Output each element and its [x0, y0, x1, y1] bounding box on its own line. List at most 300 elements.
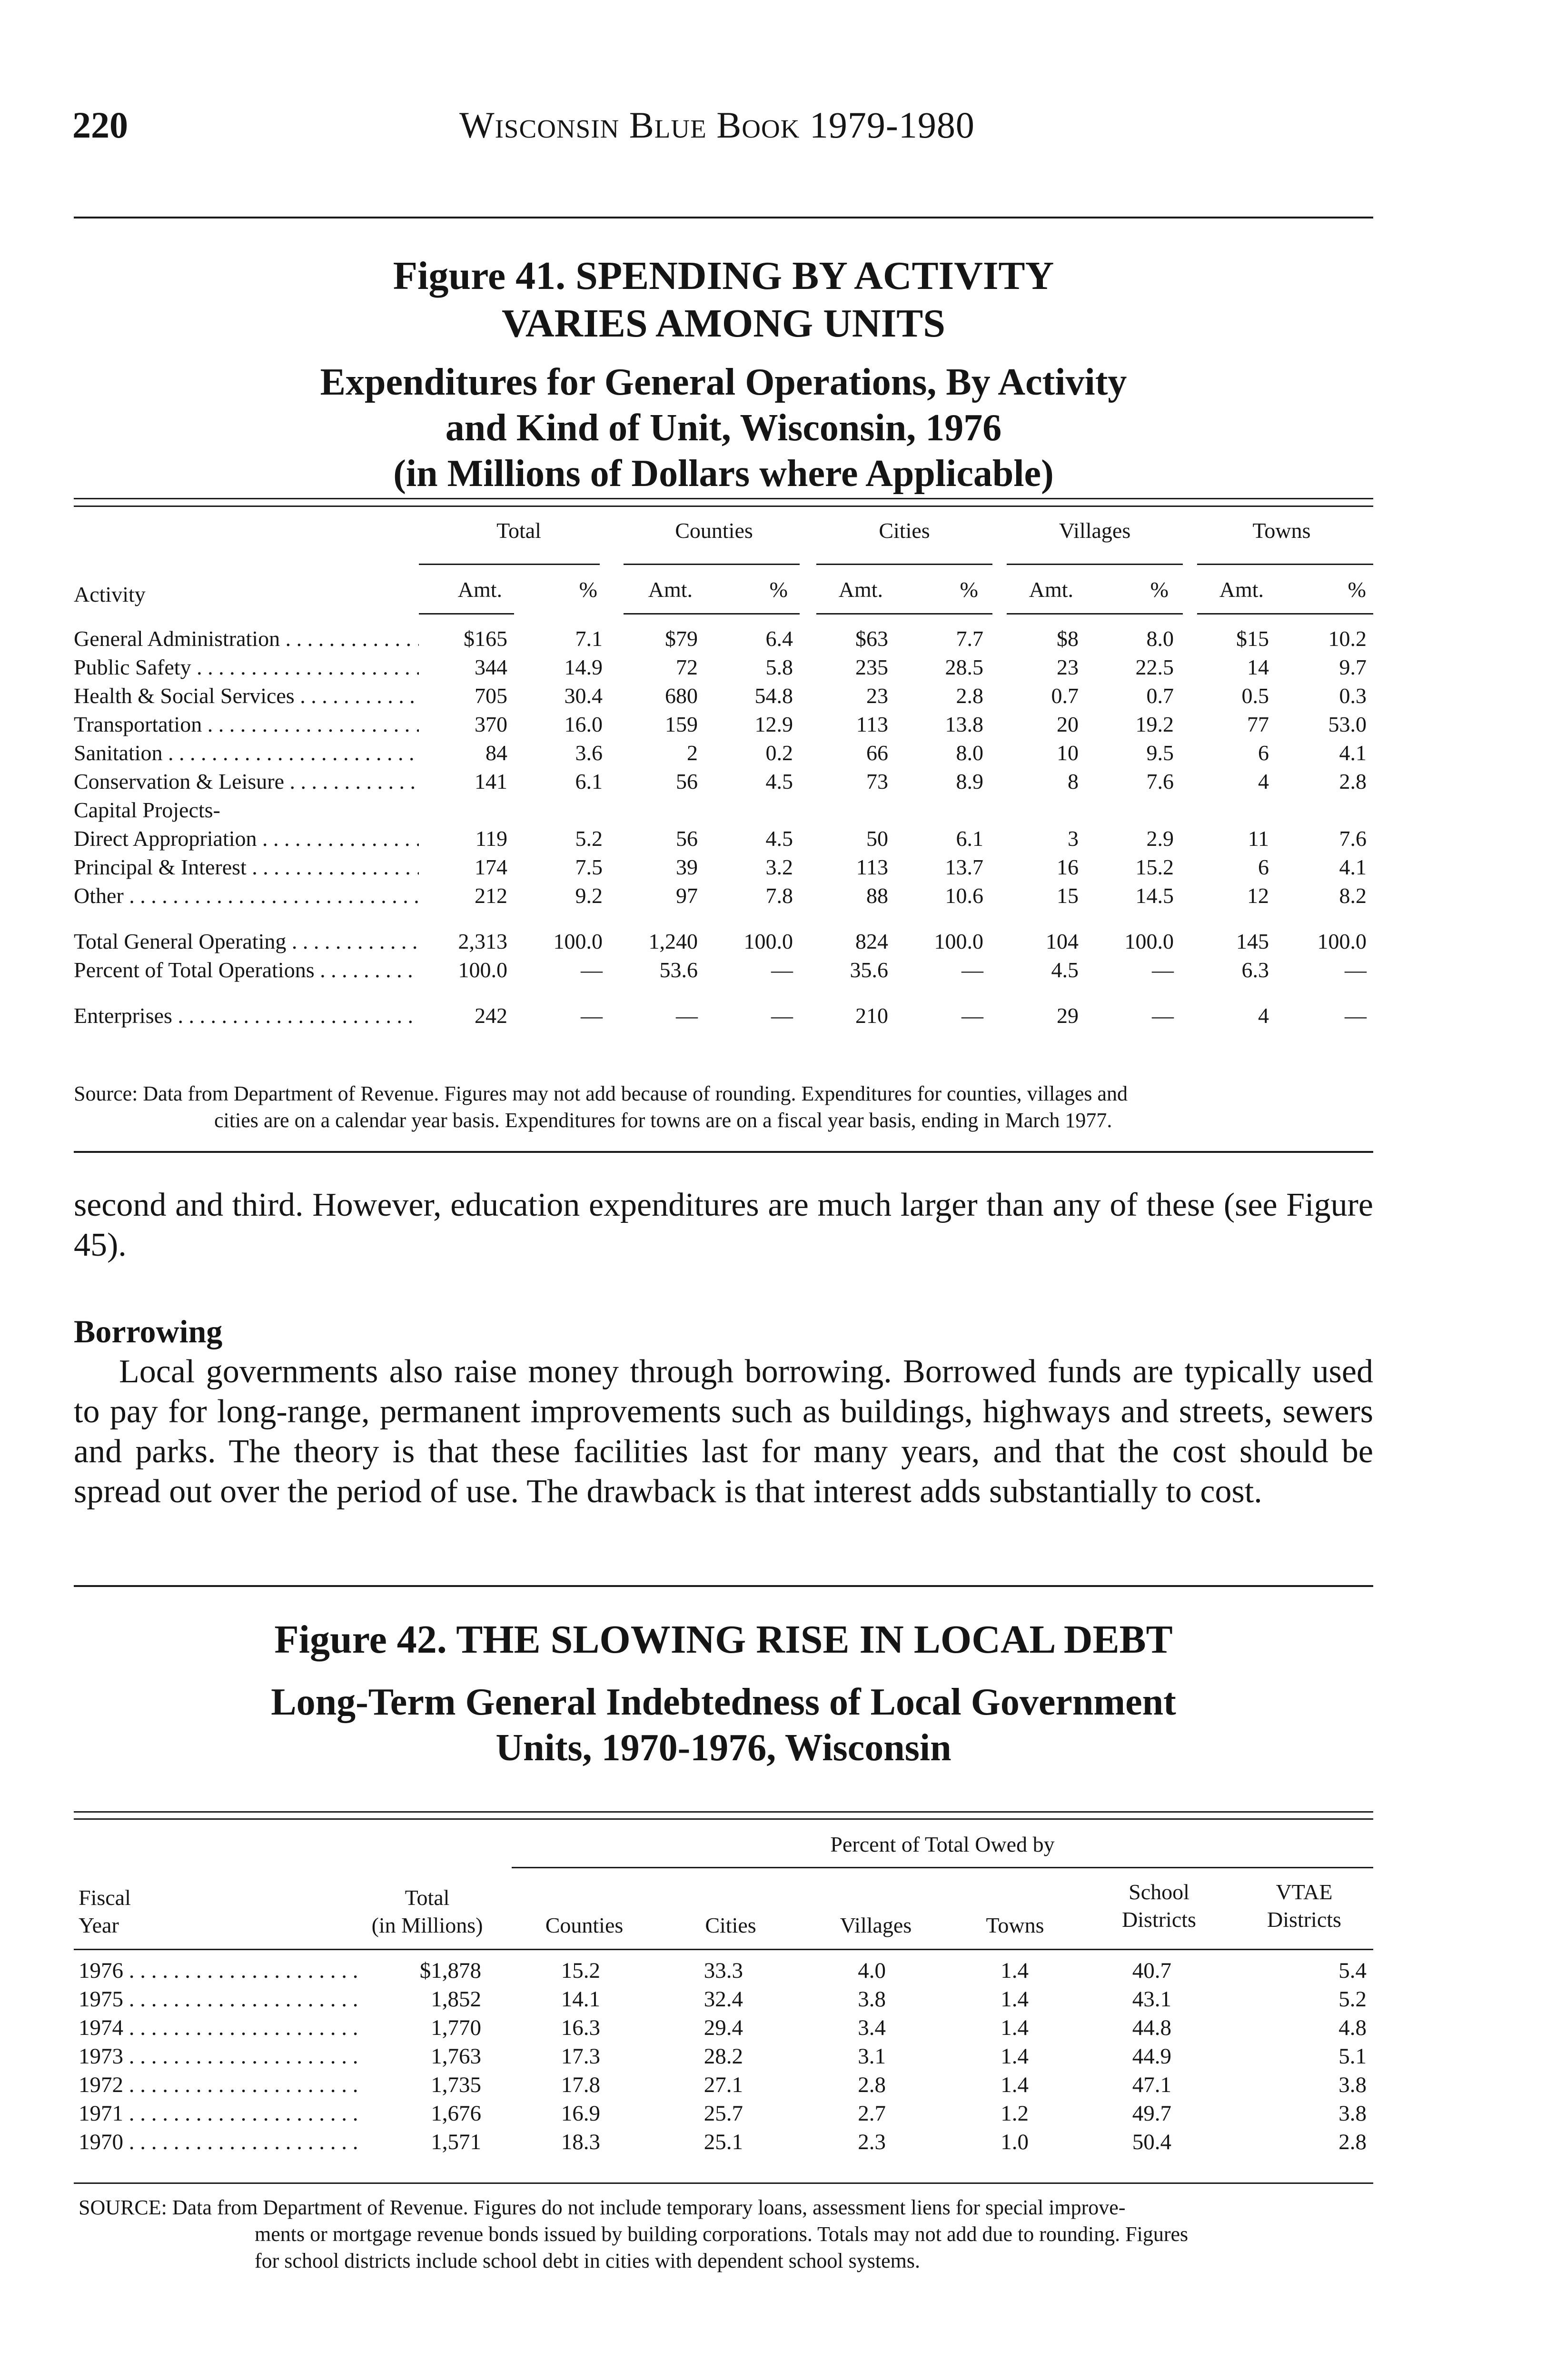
- pct-header-villages: %: [1150, 577, 1169, 602]
- row-label: 1975 . . .: [79, 1987, 359, 2012]
- table-cell: 77: [1247, 712, 1269, 736]
- table-cell: 35.6: [850, 958, 888, 982]
- table-cell: 2: [687, 741, 698, 765]
- table-cell: 705: [475, 684, 507, 708]
- table-cell: 104: [1046, 929, 1079, 953]
- table-cell: 9.2: [575, 883, 603, 908]
- table-cell: 12.9: [754, 712, 793, 736]
- table-cell: 12: [1247, 883, 1269, 908]
- activity-row: [74, 853, 1373, 882]
- table-cell: 7.8: [765, 883, 793, 908]
- figure41-source: [74, 1081, 1373, 1134]
- figure42-table-rule-1: [74, 1811, 1373, 1813]
- col-vtae-line1: VTAE: [1276, 1880, 1333, 1904]
- table-cell: 72: [676, 655, 698, 679]
- table-cell: 44.9: [1132, 2044, 1171, 2069]
- table-cell: 9.7: [1339, 655, 1367, 679]
- table-cell: 40.7: [1132, 1958, 1171, 1983]
- table-cell: 1.4: [1001, 2015, 1029, 2040]
- table-cell: 73: [866, 769, 888, 793]
- table-cell: 100.0: [1317, 929, 1367, 953]
- table-cell: 23: [866, 684, 888, 708]
- table-cell: 18.3: [561, 2130, 600, 2154]
- figure42-source-line3: for school districts include school debt in cities with dependent school systems.: [255, 2249, 920, 2272]
- table-cell: 4.8: [1338, 2015, 1367, 2040]
- table-cell: $165: [464, 626, 507, 651]
- row-label-cell: [79, 2042, 359, 2071]
- row-label-cell: [79, 2099, 359, 2128]
- figure41-table-body: [74, 625, 1373, 1030]
- sub-rule-2: [624, 613, 800, 615]
- table-cell: 66: [866, 741, 888, 765]
- row-label-cell: [74, 956, 419, 984]
- table-cell: 54.8: [754, 684, 793, 708]
- row-label: Health & Social Services . . .: [74, 684, 419, 708]
- table-cell: 53.0: [1328, 712, 1367, 736]
- borrowing-heading: Borrowing: [74, 1313, 223, 1349]
- row-label: Enterprises . . .: [74, 1003, 419, 1028]
- table-cell: 84: [486, 741, 507, 765]
- table-cell: 100.0: [743, 929, 793, 953]
- figure42-table-body: [79, 1956, 1373, 2156]
- table-cell: 113: [856, 855, 888, 879]
- table-cell: 28.5: [945, 655, 983, 679]
- table-cell: 13.8: [945, 712, 983, 736]
- row-label-cell: [79, 1985, 359, 2013]
- sub-rule-3: [816, 613, 992, 615]
- table-cell: 33.3: [704, 1958, 743, 1983]
- row-label-cell: [74, 1002, 419, 1030]
- table-cell: 25.7: [704, 2101, 743, 2126]
- col-fiscal-line1: Fiscal: [79, 1885, 131, 1910]
- group-rule-cities: [816, 564, 992, 565]
- figure41-subtitle: [74, 359, 1373, 496]
- table-cell: 6.4: [765, 626, 793, 651]
- table-cell: 9.5: [1146, 741, 1174, 765]
- table-cell: 43.1: [1132, 1987, 1171, 2012]
- figure41-table-rule-1: [74, 498, 1373, 499]
- table-cell: 3.4: [858, 2015, 886, 2040]
- year-row: [79, 2013, 1373, 2042]
- sub-rule-5: [1197, 613, 1373, 615]
- table-cell: 1,571: [431, 2130, 481, 2154]
- table-cell: —: [1152, 1003, 1174, 1028]
- table-cell: 8.0: [956, 741, 983, 765]
- table-cell: [1276, 796, 1373, 824]
- table-cell: $1,878: [419, 1958, 481, 1983]
- figure42-table-rule-2: [74, 1818, 1373, 1820]
- table-cell: 5.2: [575, 826, 603, 851]
- figure41-subtitle-line2: and Kind of Unit, Wisconsin, 1976: [445, 407, 1002, 449]
- col-total-line1: Total: [405, 1885, 450, 1910]
- row-label: Percent of Total Operations . . .: [74, 958, 419, 982]
- table-cell: 1,735: [431, 2073, 481, 2097]
- table-cell: 2,313: [458, 929, 507, 953]
- table-cell: —: [1345, 958, 1367, 982]
- activity-row: [74, 653, 1373, 682]
- table-cell: 680: [665, 684, 698, 708]
- figure42-subtitle-line2: Units, 1970-1976, Wisconsin: [496, 1727, 951, 1769]
- table-cell: 16.0: [564, 712, 603, 736]
- row-label-cell: [79, 2013, 359, 2042]
- figure42-source-line1: SOURCE: Data from Department of Revenue. Figures do not include temporary loans, assessment liens for special improve-: [79, 2196, 1126, 2219]
- row-label-cell: [74, 739, 419, 767]
- activity-row: [74, 767, 1373, 796]
- figure42-title: Figure 42. THE SLOWING RISE IN LOCAL DEBT: [274, 1617, 1173, 1662]
- row-label-cell: [74, 710, 419, 739]
- table-cell: 4.1: [1339, 855, 1367, 879]
- table-cell: [1180, 796, 1276, 824]
- col-vtae-line2: Districts: [1267, 1907, 1341, 1932]
- table-cell: 2.8: [1338, 2130, 1367, 2154]
- row-label: 1974 . . .: [79, 2015, 359, 2040]
- row-label: Sanitation . . .: [74, 741, 419, 765]
- table-cell: 5.1: [1338, 2044, 1367, 2069]
- activity-row: [74, 882, 1373, 910]
- table-cell: 141: [475, 769, 507, 793]
- table-cell: 1.4: [1001, 2073, 1029, 2097]
- table-cell: 1,852: [431, 1987, 481, 2012]
- table-cell: 235: [855, 655, 888, 679]
- row-label-cell: [74, 824, 419, 853]
- table-cell: 2.7: [858, 2101, 886, 2126]
- span-header-rule: [512, 1867, 1373, 1868]
- table-cell: —: [1345, 1003, 1367, 1028]
- table-cell: 344: [475, 655, 507, 679]
- table-cell: 1.2: [1001, 2101, 1029, 2126]
- spacer-row: [74, 984, 1373, 1002]
- table-cell: 1.0: [1001, 2130, 1029, 2154]
- table-cell: 1,240: [648, 929, 698, 953]
- col-villages: Villages: [840, 1913, 912, 1937]
- figure41-top-rule: [74, 217, 1373, 218]
- table-cell: [419, 796, 514, 824]
- row-label-cell: [74, 853, 419, 882]
- table-cell: 5.4: [1338, 1958, 1367, 1983]
- table-cell: 824: [855, 929, 888, 953]
- table-cell: 16.9: [561, 2101, 600, 2126]
- table-cell: 30.4: [564, 684, 603, 708]
- table-cell: 6.1: [575, 769, 603, 793]
- table-cell: 27.1: [704, 2073, 743, 2097]
- row-label-cell: [74, 767, 419, 796]
- pct-header-total: %: [579, 577, 597, 602]
- amt-header-counties: Amt.: [648, 577, 693, 602]
- activity-row: [74, 682, 1373, 710]
- table-cell: 212: [475, 883, 507, 908]
- page-number: 220: [72, 104, 128, 146]
- table-cell: 119: [475, 826, 507, 851]
- table-cell: 50.4: [1132, 2130, 1171, 2154]
- table-cell: 3.8: [858, 1987, 886, 2012]
- table-cell: 4: [1258, 1003, 1269, 1028]
- row-label: Total General Operating . . .: [74, 929, 419, 953]
- table-cell: [514, 796, 609, 824]
- table-cell: 4.5: [765, 826, 793, 851]
- total-row: [74, 956, 1373, 984]
- col-fiscal-line2: Year: [79, 1913, 119, 1937]
- table-cell: 370: [475, 712, 507, 736]
- table-cell: 11: [1248, 826, 1269, 851]
- amt-header-villages: Amt.: [1029, 577, 1073, 602]
- row-label-cell: [79, 1956, 359, 1985]
- table-cell: 6: [1258, 855, 1269, 879]
- row-label-cell: [74, 653, 419, 682]
- figure41-source-line1: Source: Data from Department of Revenue. Figures may not add because of rounding. Expenditures for counties, villages and: [74, 1082, 1128, 1105]
- table-cell: 145: [1236, 929, 1269, 953]
- row-label: Direct Appropriation . . .: [74, 826, 419, 851]
- table-cell: —: [771, 958, 793, 982]
- running-head-title: Wisconsin Blue Book 1979-1980: [459, 104, 975, 146]
- table-cell: 56: [676, 769, 698, 793]
- table-cell: —: [961, 958, 983, 982]
- table-cell: 0.2: [765, 741, 793, 765]
- group-header-counties: Counties: [675, 518, 753, 543]
- figure41-bottom-rule: [74, 1151, 1373, 1153]
- figure42-table: [79, 1956, 1373, 2156]
- figure42-top-rule: [74, 1585, 1373, 1587]
- table-cell: 2.3: [858, 2130, 886, 2154]
- table-cell: 56: [676, 826, 698, 851]
- table-cell: $63: [855, 626, 888, 651]
- figure42-subtitle-line1: Long-Term General Indebtedness of Local Government: [271, 1681, 1176, 1723]
- span-header: Percent of Total Owed by: [830, 1832, 1055, 1856]
- table-cell: 1.4: [1001, 2044, 1029, 2069]
- continuation-text: second and third. However, education expenditures are much larger than any of these (see Figure 45).: [74, 1187, 1373, 1263]
- figure42-source: [79, 2194, 1373, 2274]
- table-cell: —: [771, 1003, 793, 1028]
- table-cell: 3: [1068, 826, 1079, 851]
- table-cell: 22.5: [1135, 655, 1174, 679]
- group-rule-counties: [624, 564, 800, 565]
- table-cell: 7.6: [1339, 826, 1367, 851]
- table-cell: 10.2: [1328, 626, 1367, 651]
- sub-rule-4: [1007, 613, 1183, 615]
- table-cell: 17.8: [561, 2073, 600, 2097]
- table-cell: 23: [1057, 655, 1079, 679]
- pct-header-towns: %: [1348, 577, 1366, 602]
- table-cell: 4.5: [765, 769, 793, 793]
- year-row: [79, 1956, 1373, 1985]
- table-cell: 0.7: [1146, 684, 1174, 708]
- col-school-line1: School: [1129, 1880, 1189, 1904]
- table-cell: 50: [866, 826, 888, 851]
- table-cell: 1.4: [1001, 1958, 1029, 1983]
- table-cell: 8.2: [1339, 883, 1367, 908]
- table-cell: 1,770: [431, 2015, 481, 2040]
- table-cell: 28.2: [704, 2044, 743, 2069]
- col-cities: Cities: [705, 1913, 756, 1937]
- row-label: Public Safety . . .: [74, 655, 419, 679]
- table-cell: 2.8: [956, 684, 983, 708]
- table-cell: 7.6: [1146, 769, 1174, 793]
- table-cell: 159: [665, 712, 698, 736]
- table-cell: 3.2: [765, 855, 793, 879]
- table-cell: 4.1: [1339, 741, 1367, 765]
- table-cell: 7.1: [575, 626, 603, 651]
- row-label: 1972 . . .: [79, 2073, 359, 2097]
- row-label: Other . . .: [74, 883, 419, 908]
- table-cell: 19.2: [1135, 712, 1174, 736]
- table-cell: [609, 796, 704, 824]
- table-cell: 29.4: [704, 2015, 743, 2040]
- table-cell: 20: [1057, 712, 1079, 736]
- table-cell: 0.5: [1241, 684, 1269, 708]
- row-label-cell: [74, 882, 419, 910]
- sub-rule-1: [419, 613, 514, 615]
- table-cell: 14: [1247, 655, 1269, 679]
- table-cell: 4.5: [1051, 958, 1079, 982]
- table-cell: 47.1: [1132, 2073, 1171, 2097]
- activity-row: [74, 739, 1373, 767]
- table-cell: 3.1: [858, 2044, 886, 2069]
- table-cell: 16: [1057, 855, 1079, 879]
- table-cell: 1,676: [431, 2101, 481, 2126]
- col-towns: Towns: [986, 1913, 1044, 1937]
- table-cell: 3.8: [1338, 2073, 1367, 2097]
- row-label-cell: [79, 2128, 359, 2156]
- table-cell: —: [961, 1003, 983, 1028]
- table-cell: 97: [676, 883, 698, 908]
- pct-header-counties: %: [769, 577, 788, 602]
- table-cell: 15: [1057, 883, 1079, 908]
- row-label-cell: [74, 682, 419, 710]
- row-label-cell: [74, 796, 419, 824]
- table-cell: $8: [1057, 626, 1079, 651]
- table-cell: 8: [1068, 769, 1079, 793]
- row-label: 1970 . . .: [79, 2130, 359, 2154]
- table-cell: $79: [665, 626, 698, 651]
- group-rule-total: [419, 564, 600, 565]
- row-label: 1971 . . .: [79, 2101, 359, 2126]
- table-cell: 14.5: [1135, 883, 1174, 908]
- figure42-bottom-rule: [74, 2182, 1373, 2184]
- table-cell: 8.9: [956, 769, 983, 793]
- table-cell: $15: [1236, 626, 1269, 651]
- table-cell: 6: [1258, 741, 1269, 765]
- figure41-source-line2: cities are on a calendar year basis. Expenditures for towns are on a fiscal year basis, ending in March 1977.: [214, 1109, 1112, 1132]
- table-cell: 0.7: [1051, 684, 1079, 708]
- table-cell: [1085, 796, 1180, 824]
- figure41-title-line2: VARIES AMONG UNITS: [502, 301, 945, 346]
- table-cell: 242: [475, 1003, 507, 1028]
- table-cell: 32.4: [704, 1987, 743, 2012]
- table-cell: 25.1: [704, 2130, 743, 2154]
- table-cell: 14.9: [564, 655, 603, 679]
- table-cell: 15.2: [561, 1958, 600, 1983]
- activity-row: [74, 710, 1373, 739]
- table-cell: 39: [676, 855, 698, 879]
- table-cell: [704, 796, 800, 824]
- table-cell: 7.7: [956, 626, 983, 651]
- row-label: Principal & Interest . . .: [74, 855, 419, 879]
- borrowing-paragraph: Local governments also raise money through borrowing. Borrowed funds are typically used to pay for long-range, permanent improvements such as buildings, highways and streets, sewers and parks. The theory is that these facilities last for many years, and that the cost should be spread out over the period of use. The drawback is that interest adds substantially to cost.: [74, 1353, 1373, 1510]
- table-cell: 4: [1258, 769, 1269, 793]
- group-rule-villages: [1007, 564, 1183, 565]
- table-cell: 5.8: [765, 655, 793, 679]
- enterprise-row: [74, 1002, 1373, 1030]
- activity-row: [74, 796, 1373, 824]
- table-cell: 10: [1057, 741, 1079, 765]
- row-label: 1976 . . .: [79, 1958, 359, 1983]
- figure42-header-rule: [74, 1949, 1373, 1950]
- table-cell: 5.2: [1338, 1987, 1367, 2012]
- group-rule-towns: [1197, 564, 1373, 565]
- table-cell: —: [581, 1003, 603, 1028]
- amt-header-towns: Amt.: [1219, 577, 1264, 602]
- figure41-table: [74, 625, 1373, 1030]
- table-cell: 29: [1057, 1003, 1079, 1028]
- row-label: Capital Projects-: [74, 798, 220, 822]
- table-cell: 8.0: [1146, 626, 1174, 651]
- table-cell: 3.8: [1338, 2101, 1367, 2126]
- year-row: [79, 2042, 1373, 2071]
- spacer-row: [74, 910, 1373, 927]
- table-cell: 100.0: [1124, 929, 1174, 953]
- table-cell: [895, 796, 990, 824]
- spacer-cell: [74, 910, 1373, 927]
- table-cell: 6.3: [1241, 958, 1269, 982]
- row-label-cell: [79, 2071, 359, 2099]
- table-cell: 174: [475, 855, 507, 879]
- table-cell: 14.1: [561, 1987, 600, 2012]
- year-row: [79, 1985, 1373, 2013]
- table-cell: 10.6: [945, 883, 983, 908]
- table-cell: 15.2: [1135, 855, 1174, 879]
- total-row: [74, 927, 1373, 956]
- table-cell: 16.3: [561, 2015, 600, 2040]
- table-cell: 100.0: [458, 958, 507, 982]
- amt-header-total: Amt.: [457, 577, 502, 602]
- col-counties: Counties: [545, 1913, 624, 1937]
- table-cell: 44.8: [1132, 2015, 1171, 2040]
- figure42-subtitle: [74, 1679, 1373, 1771]
- year-row: [79, 2099, 1373, 2128]
- col-total-line2: (in Millions): [371, 1913, 483, 1937]
- table-cell: 6.1: [956, 826, 983, 851]
- table-cell: [800, 796, 895, 824]
- spacer-cell: [74, 984, 1373, 1002]
- table-cell: 0.3: [1339, 684, 1367, 708]
- table-cell: 2.9: [1146, 826, 1174, 851]
- table-cell: 210: [855, 1003, 888, 1028]
- row-label: 1973 . . .: [79, 2044, 359, 2069]
- table-cell: 88: [866, 883, 888, 908]
- row-label-cell: [74, 625, 419, 653]
- figure41-title: [74, 252, 1373, 347]
- figure41-subtitle-line3: (in Millions of Dollars where Applicable): [393, 453, 1054, 495]
- group-header-total: Total: [496, 518, 541, 543]
- row-label: Transportation . . .: [74, 712, 419, 736]
- figure42-source-line2: ments or mortgage revenue bonds issued by building corporations. Totals may not add due to rounding. Figures: [255, 2222, 1189, 2246]
- table-cell: —: [676, 1003, 698, 1028]
- table-cell: —: [1152, 958, 1174, 982]
- activity-header: Activity: [74, 582, 146, 606]
- activity-row: [74, 625, 1373, 653]
- pct-header-cities: %: [960, 577, 978, 602]
- table-cell: 4.0: [858, 1958, 886, 1983]
- table-cell: 53.6: [659, 958, 698, 982]
- table-cell: 7.5: [575, 855, 603, 879]
- figure41-subtitle-line1: Expenditures for General Operations, By Activity: [320, 361, 1127, 403]
- figure41-table-rule-2: [74, 506, 1373, 507]
- group-header-towns: Towns: [1252, 518, 1311, 543]
- row-label: General Administration . . .: [74, 626, 419, 651]
- table-cell: 2.8: [1339, 769, 1367, 793]
- group-header-villages: Villages: [1059, 518, 1131, 543]
- table-cell: 49.7: [1132, 2101, 1171, 2126]
- table-cell: 2.8: [858, 2073, 886, 2097]
